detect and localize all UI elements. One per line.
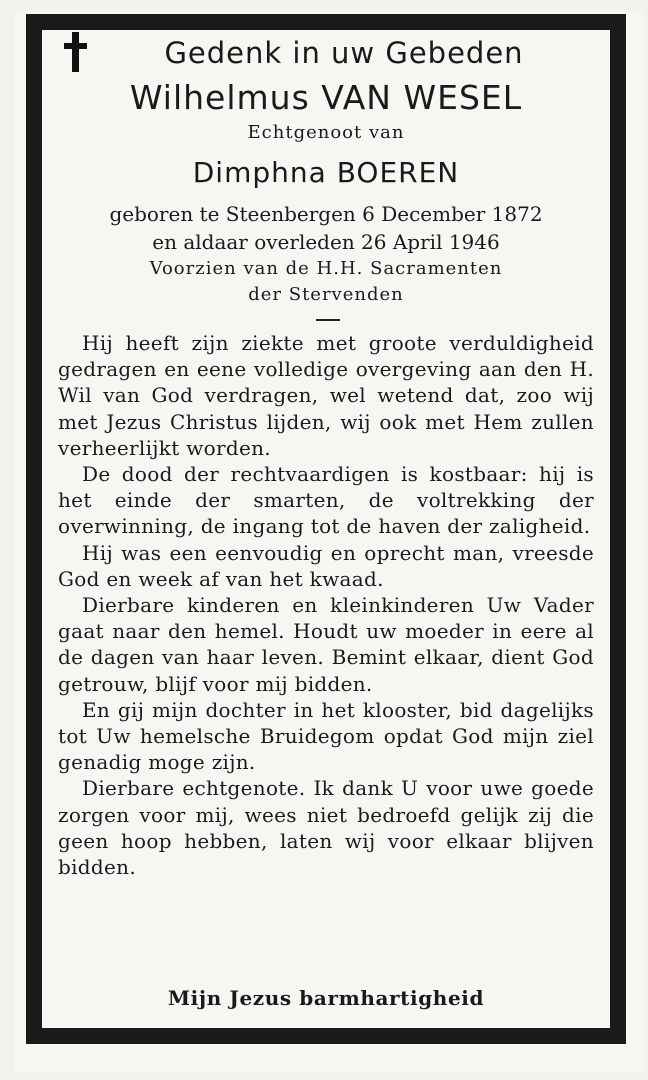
paragraph: De dood der rechtvaardigen is kostbaar: hij is het einde der smarten, de voltrekking der overwinning, de ingang tot de haven der zaligheid. (58, 462, 594, 539)
paragraph: Dierbare echtgenote. Ik dank U voor uwe goede zorgen voor mij, wees niet bedroefd gelijk zij die geen hoop hebben, laten wij voor elkaar blijven bidden. (58, 776, 594, 880)
paragraph: Hij was een eenvoudig en oprecht man, vreesde God en week af van het kwaad. (58, 540, 594, 591)
birth-line: geboren te Steenbergen 6 December 1872 (109, 202, 543, 226)
card-content (42, 30, 610, 1028)
prayer-text (58, 330, 594, 880)
spouse-name: Dimphna BOEREN (192, 156, 460, 189)
relation-label: Echtgenoot van (247, 122, 405, 143)
paragraph: Hij heeft zijn ziekte met groote verduldigheid gedragen en eene volledige overgeving aan den H. Wil van God verdragen, wel wetend dat, zoo wij met Jezus Christus lijden, wij ook met Hem zullen verheerlijkt worden. (58, 331, 594, 460)
death-line: en aldaar overleden 26 April 1946 (152, 230, 500, 254)
closing-invocation: Mijn Jezus barmhartigheid (167, 986, 485, 1010)
sacraments-line-2: der Stervenden (248, 284, 404, 305)
paragraph: En gij mijn dochter in het klooster, bid dagelijks tot Uw hemelsche Bruidegom opdat God mijn ziel genadig moge zijn. (58, 697, 594, 775)
card-heading: Gedenk in uw Gebeden (164, 36, 524, 70)
paragraph: Dierbare kinderen en kleinkinderen Uw Vader gaat naar den hemel. Houdt uw moeder in eere al de dagen van haar leven. Bemint elkaar, dient God getrouw, blijf voor mij bidden. (58, 593, 594, 696)
sacraments-line-1: Voorzien van de H.H. Sacramenten (149, 258, 503, 279)
deceased-name: Wilhelmus VAN WESEL (129, 78, 523, 117)
section-divider (316, 319, 340, 321)
